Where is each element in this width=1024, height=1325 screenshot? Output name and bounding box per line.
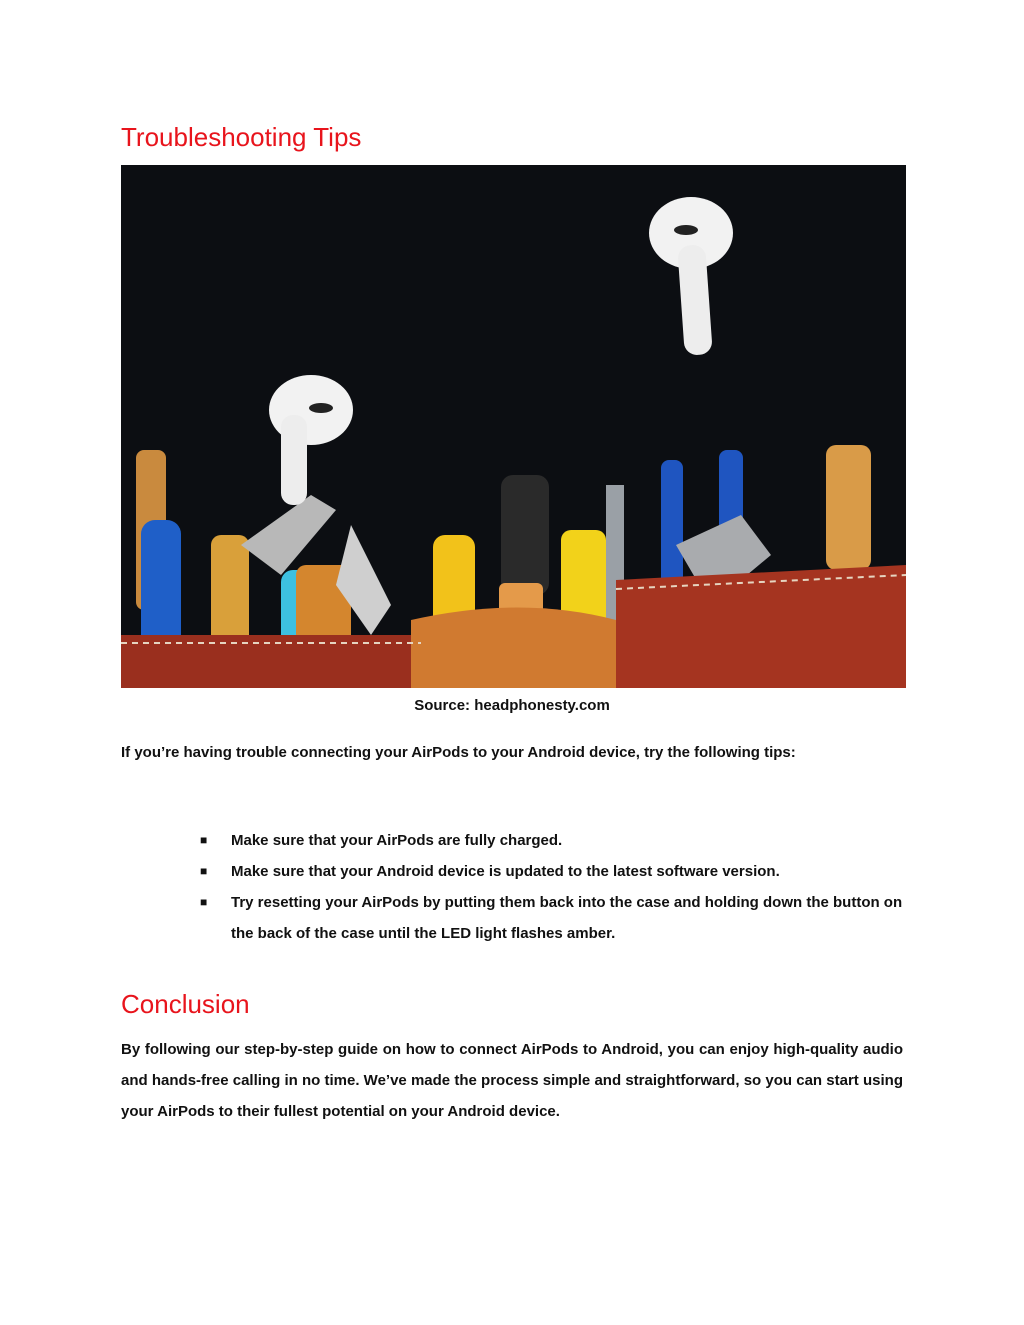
bullet-square-icon: ■ <box>200 864 208 878</box>
list-item <box>196 825 908 856</box>
intro-paragraph: If you’re having trouble connecting your AirPods to your Android device, try the following tips: <box>121 744 796 761</box>
tip-text: Try resetting your AirPods by putting them back into the case and holding down the button on the back of the case until the LED light flashes amber. <box>231 894 903 942</box>
tip-text: Make sure that your Android device is updated to the latest software version. <box>231 863 780 880</box>
conclusion-paragraph: By following our step-by-step guide on how to connect AirPods to Android, you can enjoy high-quality audio and hands-free calling in no time. We’ve made the process simple and straightforward, so you can start using your AirPods to their fullest potential on your Android device. <box>121 1041 903 1120</box>
image-caption: Source: headphonesty.com <box>414 697 610 714</box>
airpods-toolbelt-photo <box>121 165 906 688</box>
list-item <box>196 887 908 949</box>
tips-list <box>196 825 908 949</box>
bullet-square-icon: ■ <box>200 833 208 847</box>
section-heading-conclusion: Conclusion <box>121 989 250 1019</box>
bullet-square-icon: ■ <box>200 895 208 909</box>
section-heading-troubleshooting: Troubleshooting Tips <box>121 122 362 152</box>
tip-text: Make sure that your AirPods are fully charged. <box>231 832 563 849</box>
list-item <box>196 856 908 887</box>
